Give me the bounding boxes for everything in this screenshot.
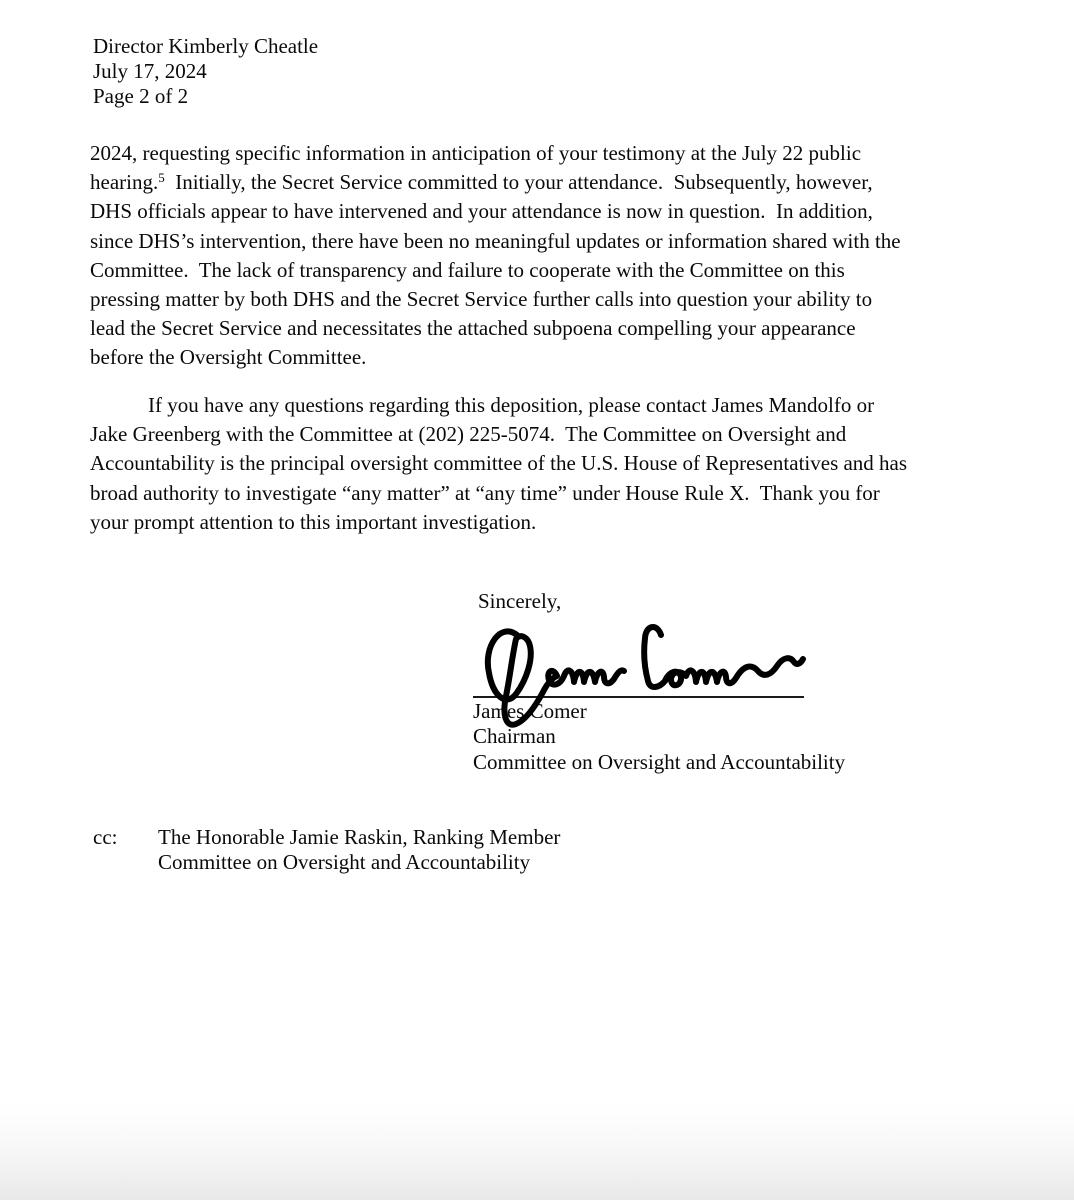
text-line: DHS officials appear to have intervened and your attendance is now in question. In addition, [90,199,873,224]
text-line: lead the Secret Service and necessitates the attached subpoena compelling your appearance [90,316,856,341]
text-line: broad authority to investigate “any matter” at “any time” under House Rule X. Thank you for [90,480,880,505]
text-line: Committee on Oversight and Accountability [158,850,531,875]
signature-stroke-james [488,631,624,724]
text-line: since DHS’s intervention, there have been no meaningful updates or information shared with the [90,228,901,253]
text-line: The Honorable Jamie Raskin, Ranking Member [158,825,561,849]
signature-stroke-comer [644,627,803,687]
text-line: Committee. The lack of transparency and failure to cooperate with the Committee on this [90,257,845,282]
closing-salutation: Sincerely, [478,589,562,613]
page-bottom-shadow [0,1100,1074,1200]
text-line: pressing matter by both DHS and the Secret Service further calls into question your ability to [90,287,873,312]
handwritten-signature [455,610,830,735]
cc-label: cc: [93,825,118,849]
cc-block [93,825,560,876]
text-line: Accountability is the principal oversight committee of the U.S. House of Representatives and has [90,451,908,476]
text-line: your prompt attention to this important investigation. [90,509,537,534]
text-line: 2024, requesting specific information in anticipation of your testimony at the July 22 public [90,141,862,165]
body-paragraph-2 [90,391,1010,537]
page-number: Page 2 of 2 [93,84,189,109]
recipient-name: Director Kimberly Cheatle [93,34,319,58]
text-line: hearing.$^5$ Initially, the Secret Service committed to your attendance. Subsequently, however, [90,170,873,195]
footnote-reference: 5 [158,170,165,186]
signer-organization: Committee on Oversight and Accountability [473,749,846,774]
cc-recipients [158,825,560,876]
letter-header [93,34,318,110]
body-paragraph-1 [90,139,1010,373]
signer-title: Chairman [473,724,556,749]
letter-date: July 17, 2024 [93,59,207,84]
text-line: If you have any questions regarding this deposition, please contact James Mandolfo or [148,393,875,417]
text-line: before the Oversight Committee. [90,345,367,370]
text-line: Jake Greenberg with the Committee at (202) 225-5074. The Committee on Oversight and [90,422,847,447]
signer-name: James Comer [473,699,587,723]
